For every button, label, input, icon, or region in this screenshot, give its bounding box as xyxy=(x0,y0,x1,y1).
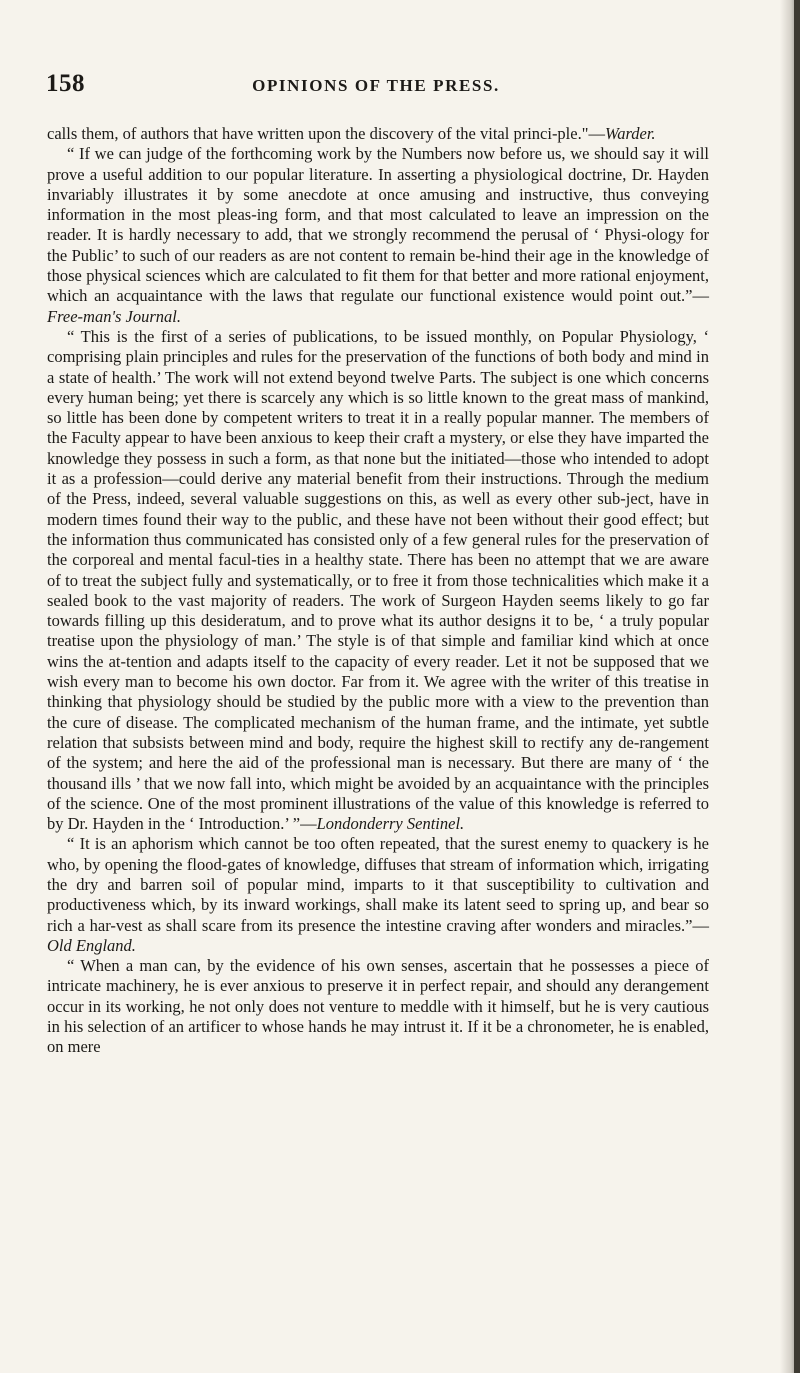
quote-text: “ When a man can, by the evidence of his own senses, ascertain that he possesses a piece of intricate machinery, he is ever anxious to preserve it in perfect repair, and should any derangement occur in its working, he not only does not venture to meddle with it himself, but he is very cautious in his selection of an artificer to whose hands he may intrust it. If it be a chronometer, he is enabled, on mere xyxy=(47,956,709,1057)
quote-text: “ It is an aphorism which cannot be too often repeated, that the surest enemy to quackery is he who, by opening the flood-gates of knowledge, diffuses that stream of information which, irrigating the dry and barren soil of popular mind, imparts to it that susceptibility to cultivation and productiveness which, by its inward workings, shall make its latent seed to spring up, and bear so rich a har-vest as shall scare from its presence the intestine craving after wonders and miracles.”— xyxy=(47,834,709,935)
paragraph-3 xyxy=(47,327,709,834)
page-edge xyxy=(794,0,800,1373)
body-text xyxy=(47,124,709,1058)
paragraph-1 xyxy=(47,124,709,144)
quote-source: Old England. xyxy=(47,935,136,955)
quote-source: Londonderry Sentinel. xyxy=(316,814,465,834)
quote-text: calls them, of authors that have written upon the discovery of the vital princi-ple."— xyxy=(47,124,605,143)
quote-source: Free-man's Journal. xyxy=(47,306,181,326)
page-number: 158 xyxy=(46,70,85,97)
paragraph-5 xyxy=(47,956,709,1057)
quote-source: Warder. xyxy=(604,124,656,143)
quote-text: “ This is the first of a series of publications, to be issued monthly, on Popular Physiology, ‘ comprising plain principles and rules for the preservation of the functions of both body and mind in a state of health.’ The work will not extend beyond twelve Parts. The subject is one which concerns every human being; yet there is scarcely any which is so little known to the great mass of mankind, so little has been done by competent writers to treat it in a really popular manner. The members of the Faculty appear to have been anxious to keep their craft a mystery, or else they have imparted the knowledge they possess in such a form, as that none but the initiated—those who intended to adopt it as a profession—could derive any material benefit from their instructions. Through the medium of the Press, indeed, several valuable suggestions on this, as well as every other sub-ject, have in modern times found their way to the public, and these have not been without their good effect; but the information thus communicated has consisted only of a few general rules for the preservation of the corporeal and mental facul-ties in a healthy state. There has been no attempt that we are aware of to treat the subject fully and systematically, or to free it from those technicalities which make it a sealed book to the vast majority of readers. The work of Surgeon Hayden seems likely to go far towards filling up this desideratum, and to prove what its author designs it to be, ‘ a truly popular treatise upon the physiology of man.’ The style is of that simple and familiar kind which at once wins the at-tention and adapts itself to the capacity of every reader. Let it not be supposed that we wish every man to become his own doctor. Far from it. We agree with the writer of this treatise in thinking that physiology should be studied by the public more with a view to the prevention than the cure of disease. The complicated mechanism of the human frame, and the intimate, yet subtle relation that subsists between mind and body, require the highest skill to rectify any de-rangement of the system; and here the aid of the professional man is necessary. But there are many of ‘ the thousand ills ’ that we now fall into, which might be avoided by an acquaintance with the principles of the science. One of the most prominent illustrations of the value of this knowledge is referred to by Dr. Hayden in the ‘ Introduction.’ ”— xyxy=(47,326,709,834)
paragraph-2 xyxy=(47,144,709,327)
running-head: OPINIONS OF THE PRESS. xyxy=(252,76,500,95)
page-header xyxy=(46,70,706,104)
paragraph-4 xyxy=(47,834,709,956)
quote-text: “ If we can judge of the forthcoming work by the Numbers now before us, we should say it will prove a useful addition to our popular literature. In asserting a physiological doctrine, Dr. Hayden invariably illustrates it by some anecdote at once amusing and instructive, thus conveying information in the most pleas-ing form, and that most calculated to leave an impression on the reader. It is hardly necessary to add, that we strongly recommend the perusal of ‘ Physi-ology for the Public’ to such of our readers as are not content to remain be-hind their age in the knowledge of those physical sciences which are calculated to fit them for that better and more rational enjoyment, which an acquaintance with the laws that regulate our functional existence would point out.”— xyxy=(47,144,709,306)
